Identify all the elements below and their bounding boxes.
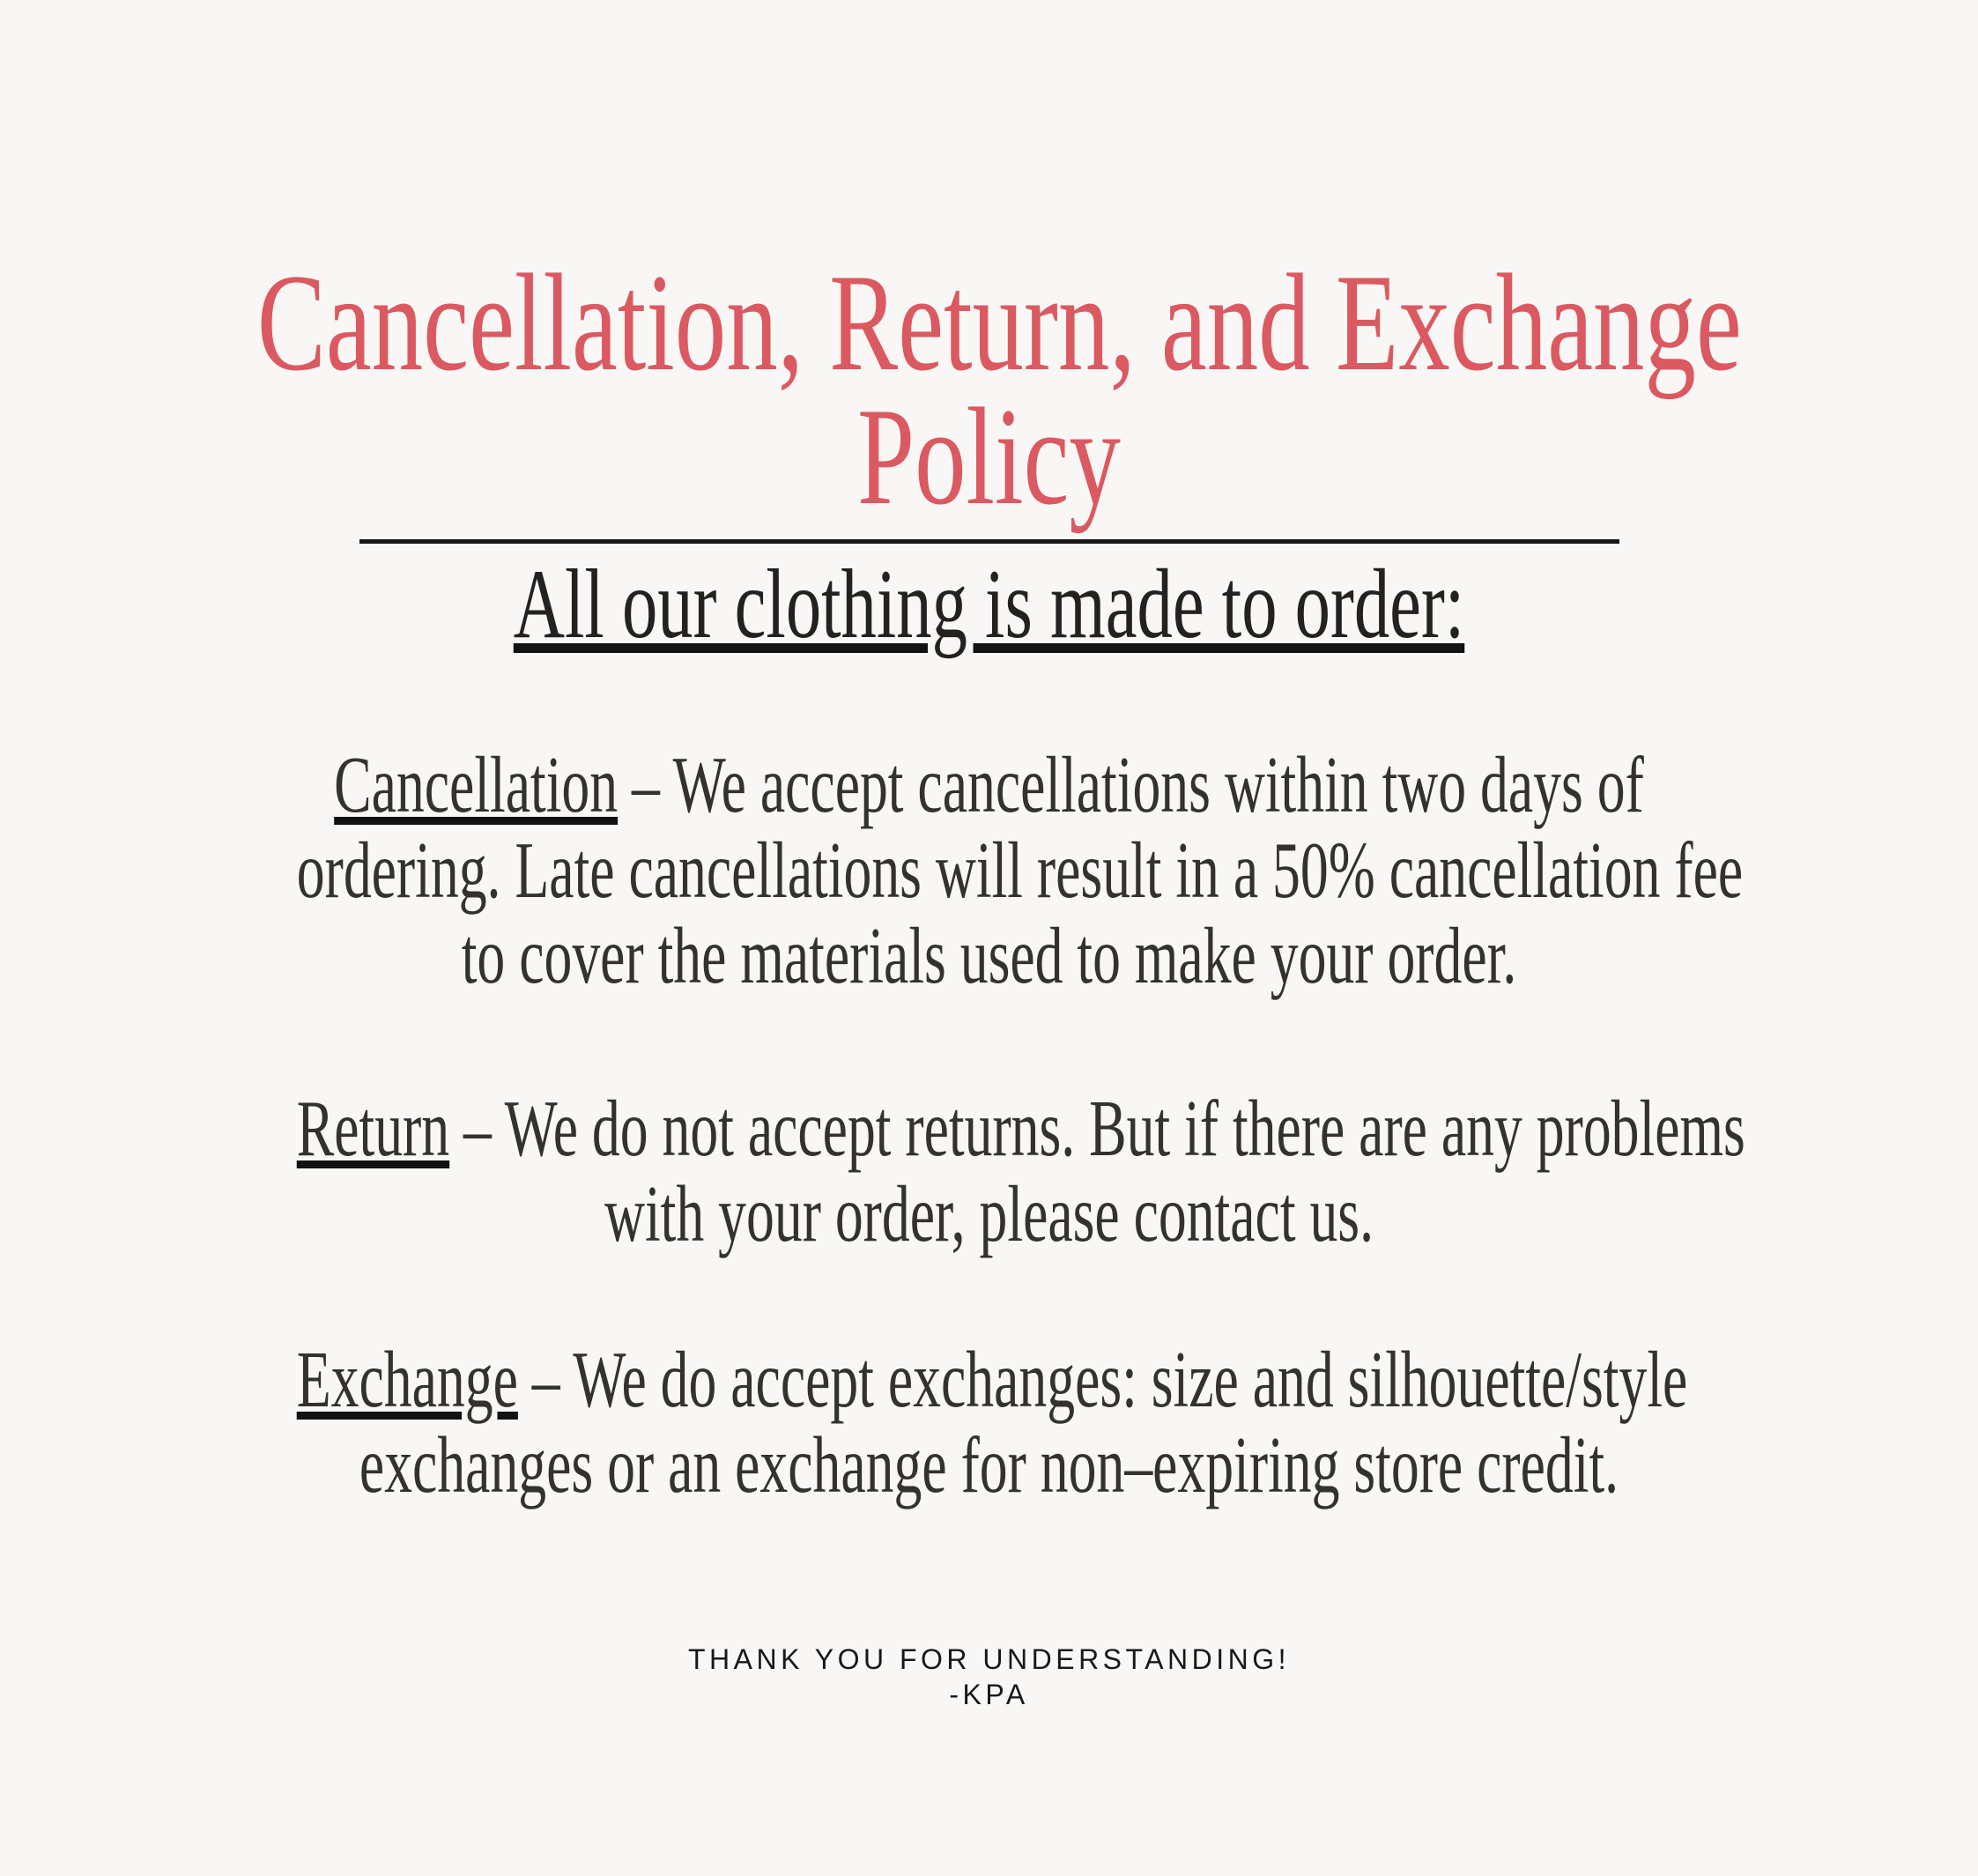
subheading: [277, 552, 1700, 657]
policy-line: with your order, please contact us.: [604, 1169, 1374, 1258]
footer-thanks-text: THANK YOU FOR UNDERSTANDING!: [687, 1643, 1291, 1675]
subheading-text: All our clothing is made to order:: [513, 550, 1465, 659]
policy-label-cancellation: Cancellation: [334, 740, 619, 829]
page-title-line-2: Policy: [857, 380, 1121, 534]
policy-section-exchange: [296, 1335, 1688, 1509]
page-title-line-1: Cancellation, Return, and Exchange: [256, 246, 1742, 400]
policy-line-text: – We accept cancellations within two days of: [618, 740, 1644, 829]
policy-label-return: Return: [296, 1084, 450, 1173]
page-title: [256, 246, 1742, 534]
footer-note: [0, 1642, 1978, 1712]
policy-line: [297, 742, 1682, 827]
policy-section-cancellation: [296, 740, 1744, 1000]
policy-line: ordering. Late cancellations will result in a 50% cancellation fee: [296, 826, 1744, 915]
policy-label-exchange: Exchange: [296, 1335, 518, 1424]
policy-line: [296, 1084, 1745, 1173]
policy-line: to cover the materials used to make your order.: [461, 911, 1517, 1000]
divider-line: [359, 539, 1619, 544]
policy-line-text: – We do not accept returns. But if there are any problems: [449, 1084, 1745, 1173]
policy-line-text: – We do accept exchanges: size and silhouette/style: [517, 1335, 1688, 1424]
policy-line: exchanges or an exchange for non–expiring store credit.: [359, 1420, 1619, 1509]
policy-line: [296, 1335, 1688, 1424]
footer-signature: -KPA: [949, 1679, 1029, 1710]
policy-section-return: [296, 1084, 1745, 1258]
